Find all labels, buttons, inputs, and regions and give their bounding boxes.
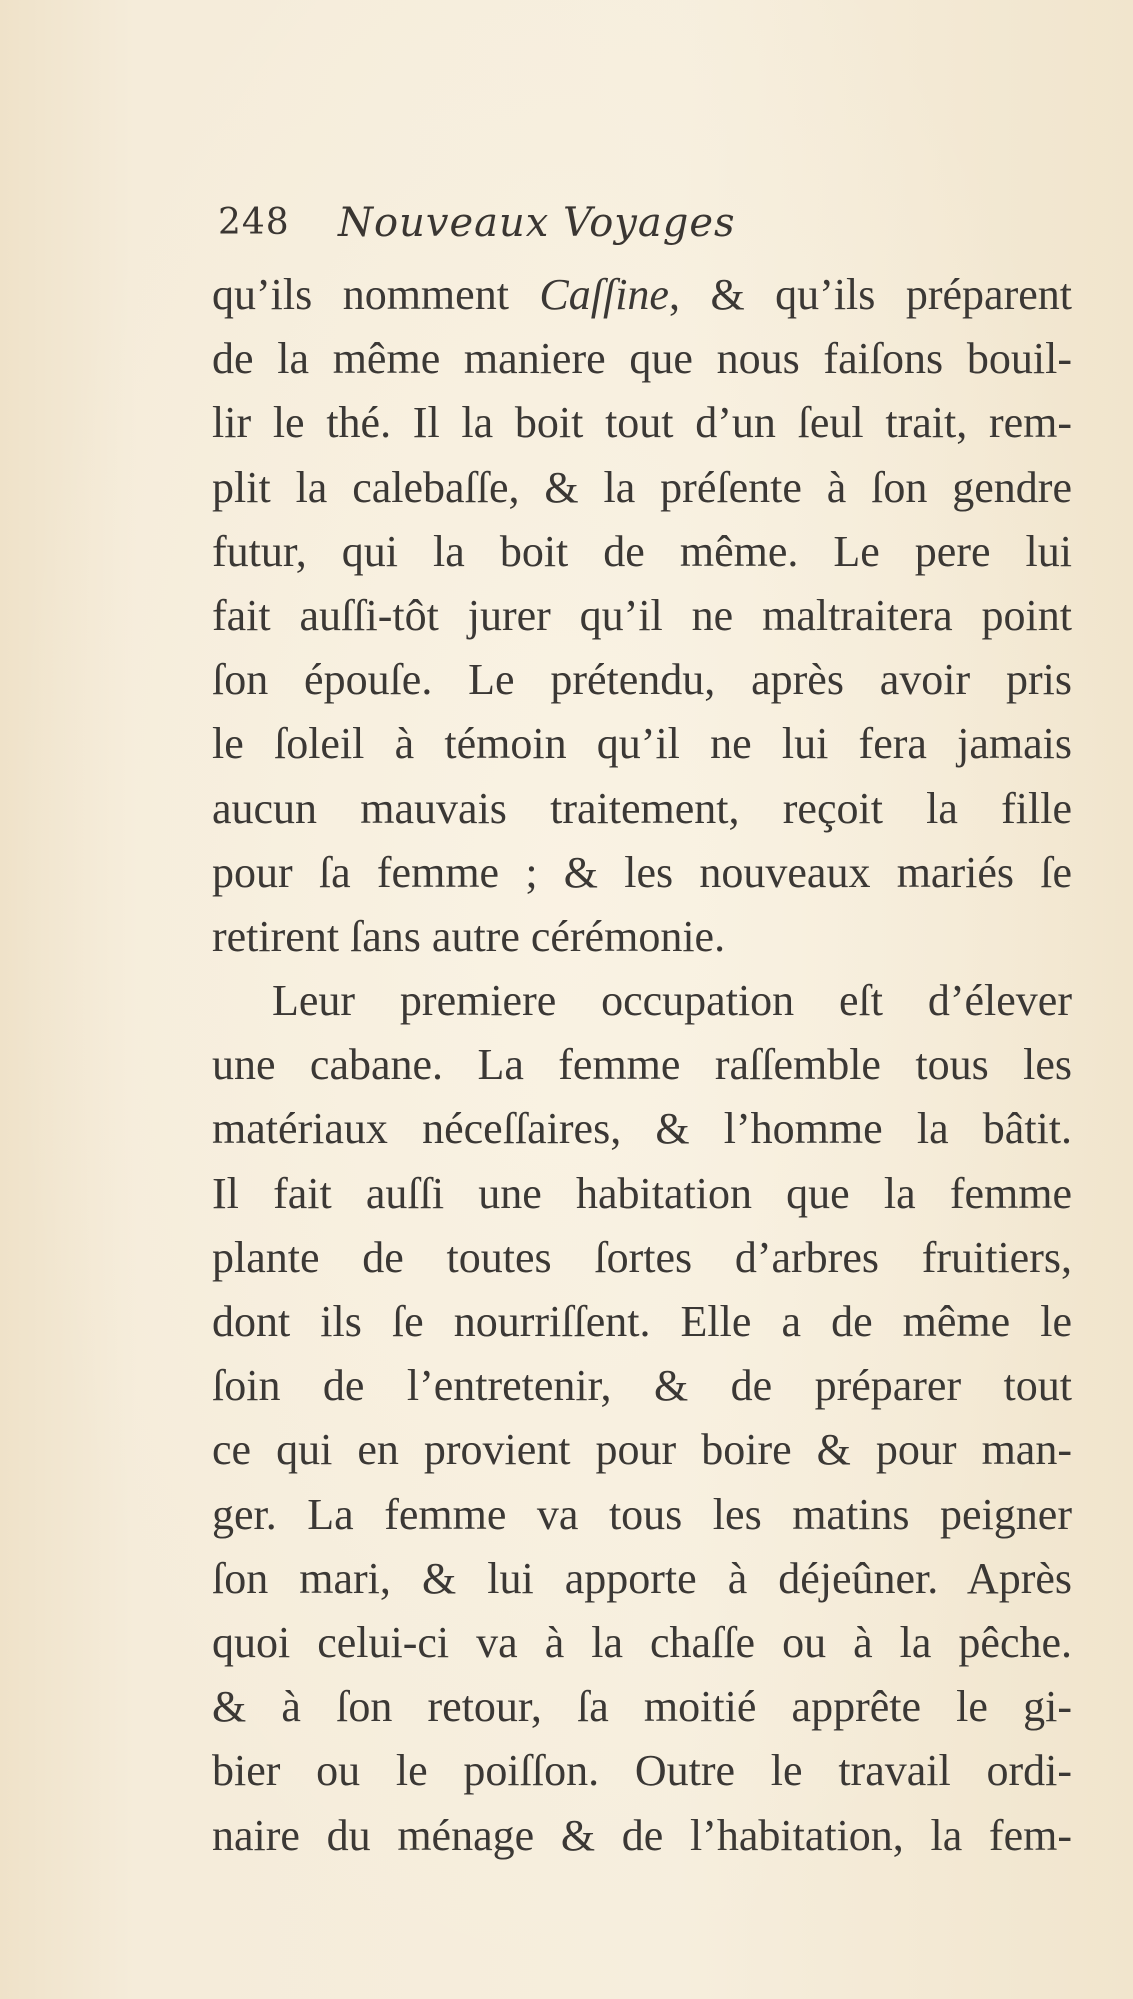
text-line: plit la calebaſſe, & la préſente à ſon gendre	[212, 462, 1072, 512]
text-line: ſon mari, & lui apporte à déjeûner. Après	[212, 1553, 1072, 1603]
text-line: naire du ménage & de l’habitation, la fem-	[212, 1810, 1072, 1860]
text-line: retirent ſans autre cérémonie.	[212, 911, 726, 961]
body-text	[212, 263, 1072, 1868]
text-line: plante de toutes ſortes d’arbres fruitiers,	[212, 1232, 1072, 1282]
text-line: fait auſſi-tôt jurer qu’il ne maltraitera point	[212, 590, 1072, 640]
text-line: ſon épouſe. Le prétendu, après avoir pris	[212, 655, 1072, 705]
running-title: Nouveaux Voyages	[338, 200, 736, 246]
text-line: bier ou le poiſſon. Outre le travail ordi-	[212, 1746, 1072, 1796]
text-line: dont ils ſe nourriſſent. Elle a de même le	[212, 1297, 1072, 1346]
page-header	[218, 200, 898, 256]
text-line: quoi celui-ci va à la chaſſe ou à la pêche.	[212, 1617, 1072, 1667]
text-line: lir le thé. Il la boit tout d’un ſeul trait, rem-	[212, 398, 1072, 448]
text-line: & à ſon retour, ſa moitié apprête le gi-	[212, 1682, 1072, 1732]
text-line: matériaux néceſſaires, & l’homme la bâtit.	[212, 1104, 1072, 1154]
text-line: Il fait auſſi une habitation que la femme	[212, 1168, 1072, 1218]
text-line: ſoin de l’entretenir, & de préparer tout	[212, 1361, 1072, 1411]
text-line: le ſoleil à témoin qu’il ne lui fera jamais	[212, 719, 1072, 769]
text-line: ger. La femme va tous les matins peigner	[212, 1489, 1072, 1539]
page-number: 248	[218, 202, 290, 243]
text-line: Leur premiere occupation eſt d’élever	[272, 976, 1072, 1026]
text-line: futur, qui la boit de même. Le pere lui	[212, 526, 1072, 576]
text-line: ce qui en provient pour boire & pour man-	[212, 1425, 1072, 1475]
italic-term: Caſſine	[539, 270, 669, 319]
text-line: de la même maniere que nous faiſons bouil-	[212, 334, 1072, 384]
text-line: aucun mauvais traitement, reçoit la fille	[212, 783, 1072, 833]
text-line: pour ſa femme ; & les nouveaux mariés ſe	[212, 847, 1072, 897]
text-line: qu’ils nomment Caſſine, & qu’ils préparent	[212, 270, 1072, 319]
text-line: une cabane. La femme raſſemble tous les	[212, 1040, 1072, 1090]
